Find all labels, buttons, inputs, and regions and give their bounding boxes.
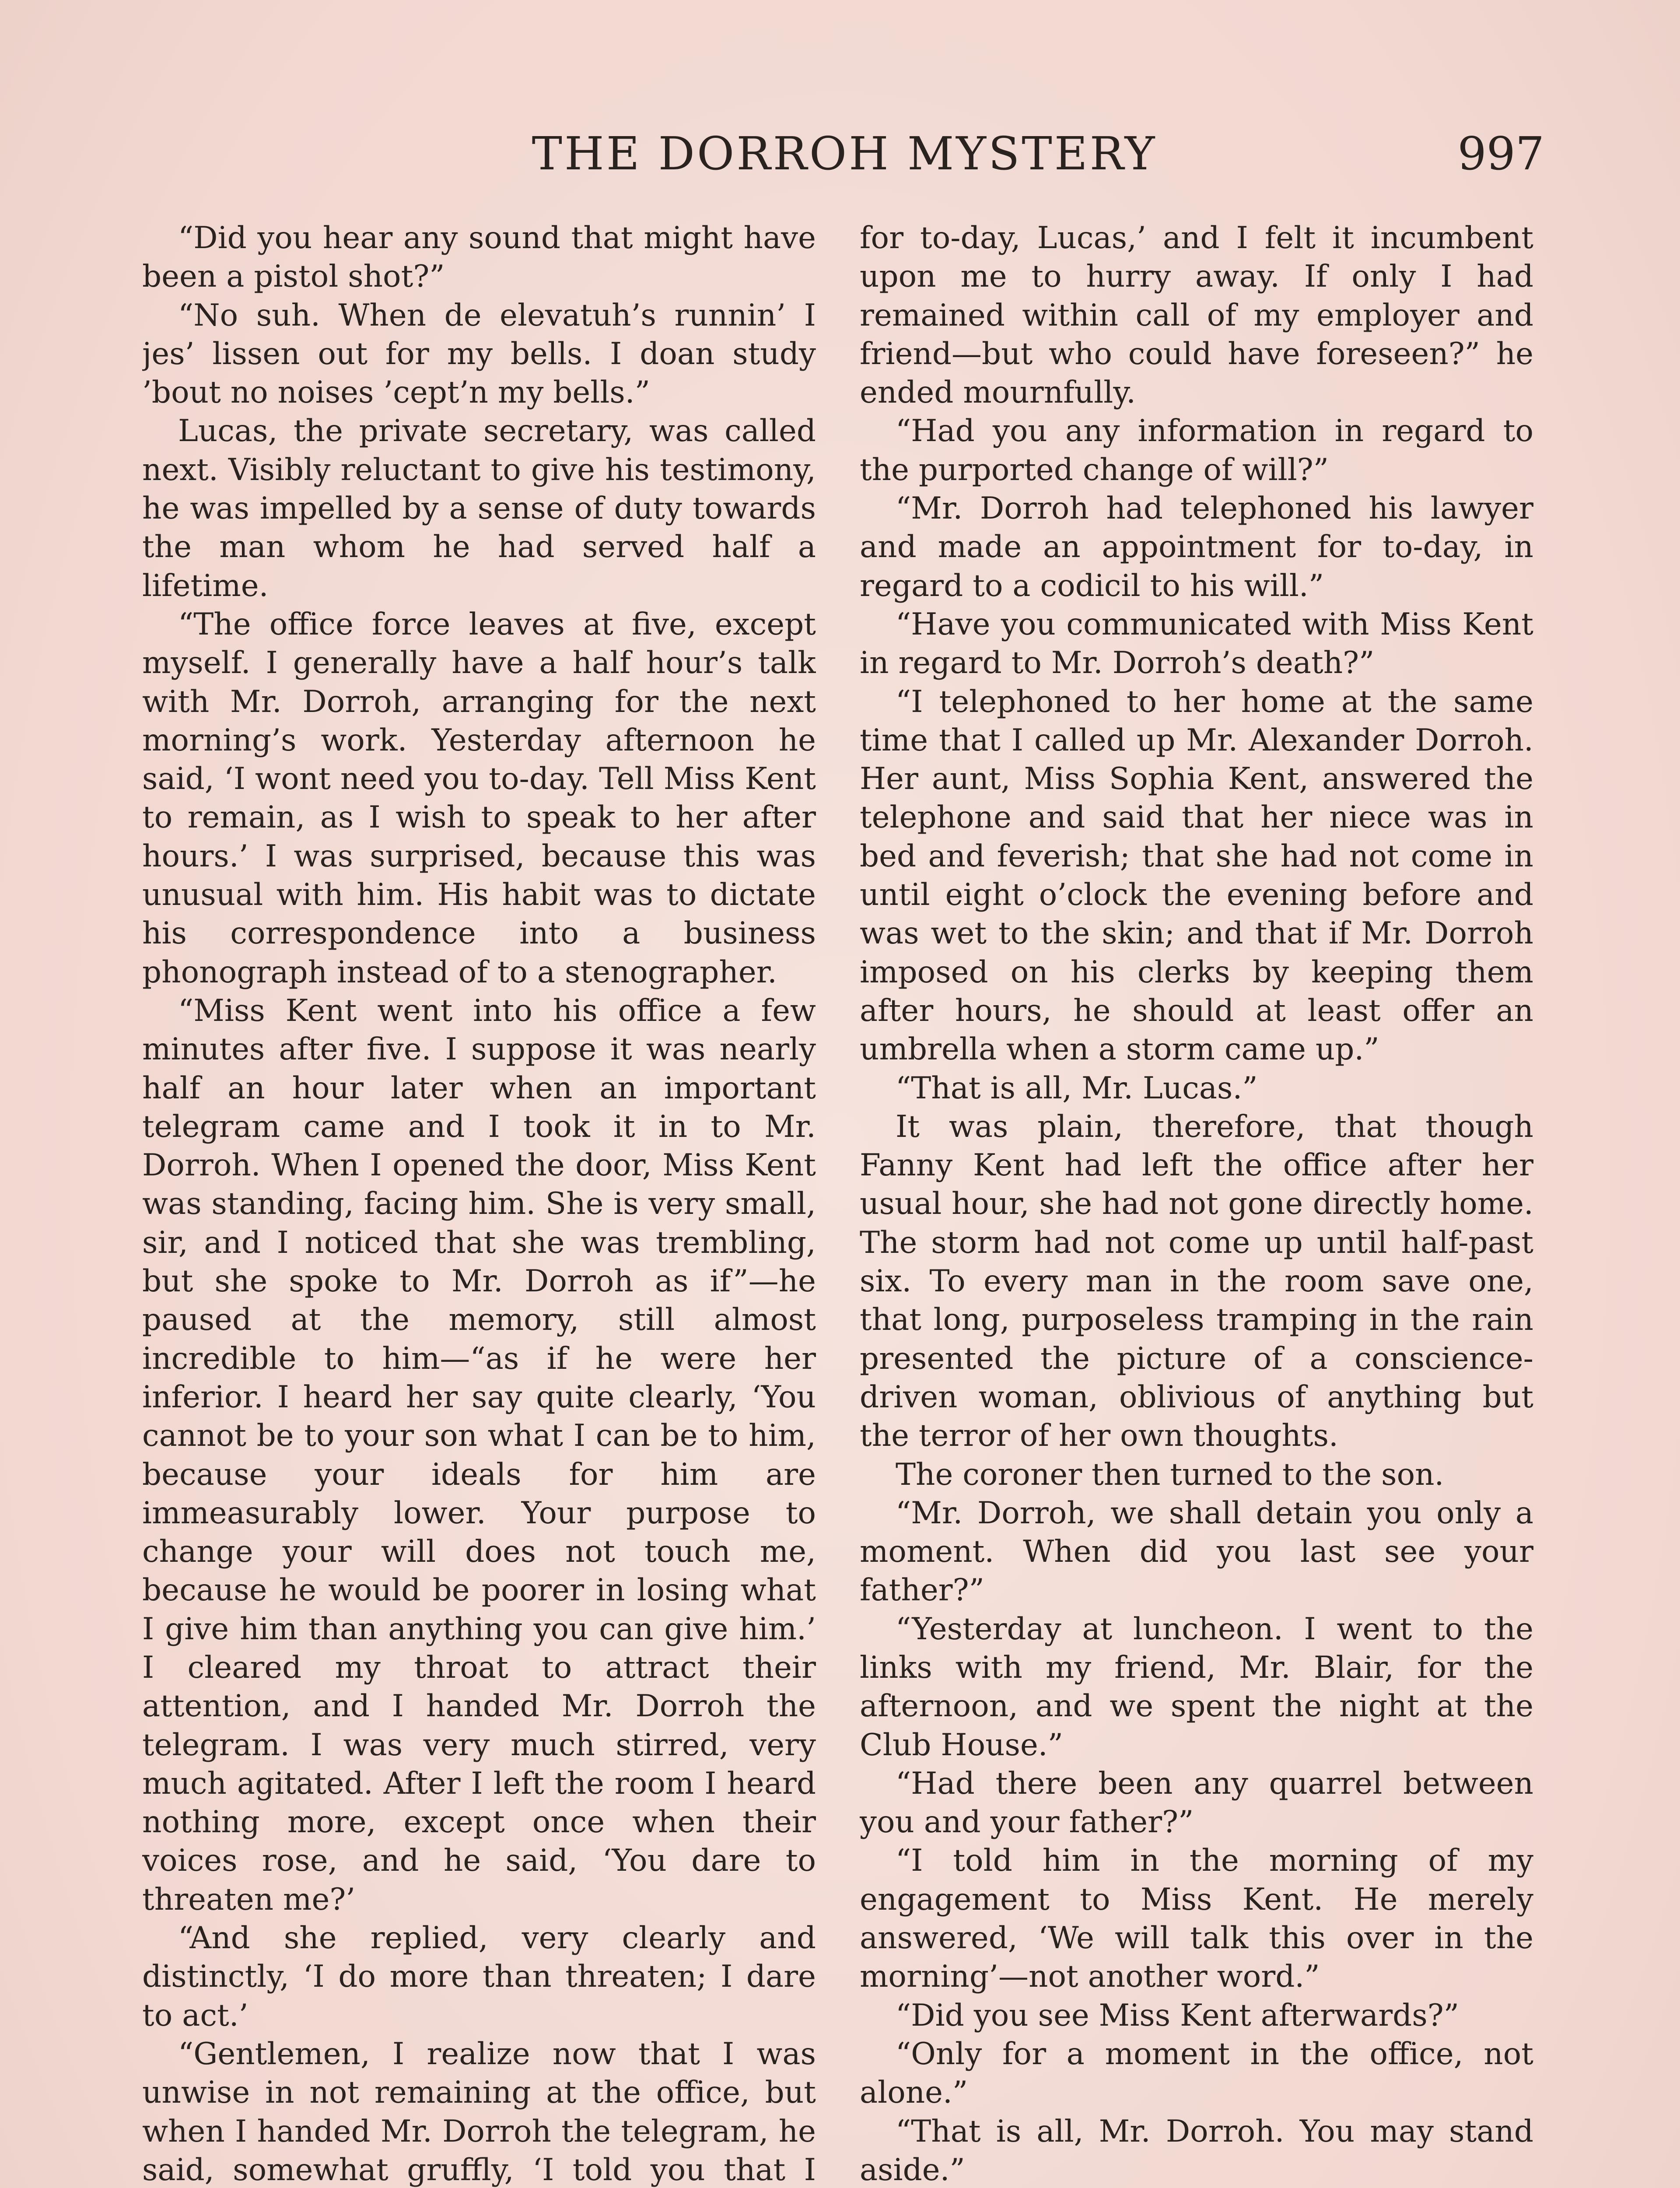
paragraph: “Miss Kent went into his office a few minutes after five. I suppose it was nearly half an hour later when an important telegram came and I took it in to Mr. Dorroh. When I opened the door, Miss Kent was standing, facing him. She is very small, sir, and I noticed that she was trembling, but she spoke to Mr. Dorroh as if”—he paused at the memory, still almost incredible to him—“as if he were her inferior. I heard her say quite clearly, ‘You cannot be to your son what I can be to him, because your ideals for him are immeasurably lower. Your purpose to change your will does not touch me, because he would be poorer in losing what I give him than anything you can give him.’ I cleared my throat to attract their attention, and I handed Mr. Dorroh the telegram. I was very much stirred, very much agitated. After I left the room I heard nothing more, except once when their voices rose, and he said, ‘You dare to threaten me?’ — [142, 993, 816, 1917]
running-header — [144, 127, 1544, 197]
paragraph-continued: for to-day, Lucas,’ and I felt it incumbent upon me to hurry away. If only I had remained within call of my employer and friend—but who could have foreseen?” he ended mournfully. — [860, 221, 1533, 410]
paragraph: “Had you any information in regard to the purported change of will?” — [860, 414, 1533, 487]
paragraph: “Mr. Dorroh had telephoned his lawyer and made an appointment for to-day, in regard to a codicil to his will.” — [860, 491, 1533, 603]
paragraph: “I telephoned to her home at the same time that I called up Mr. Alexander Dorroh. Her aunt, Miss Sophia Kent, answered the telephone and said that her niece was in bed and feverish; that she had not come in until eight o’clock the evening before and was wet to the skin; and that if Mr. Dorroh imposed on his clerks by keeping them after hours, he should at least offer an umbrella when a storm came up.” — [860, 684, 1533, 1067]
paragraph: “Gentlemen, I realize now that I was unwise in not remaining at the office, but when I handed Mr. Dorroh the telegram, he said, somewhat gruffly, ‘I told you that I — [142, 2036, 816, 2188]
paragraph: “No suh. When de elevatuh’s runnin’ I jes’ lissen out for my bells. I doan study ’bout no noises ’cept’n my bells.” — [142, 298, 816, 410]
paragraph: It was plain, therefore, that though Fanny Kent had left the office after her usual hour, she had not gone directly home. The storm had not come up until half-past six. To every man in the room save one, that long, purposeless tramping in the rain presented the picture of a conscience-driven woman, oblivious of anything but the terror of her own thoughts. — [860, 1109, 1533, 1454]
paragraph: “Had there been any quarrel between you and your father?” — [860, 1766, 1533, 1840]
text-column-left — [142, 219, 816, 2188]
text-column-right — [860, 219, 1533, 2188]
paragraph: “That is all, Mr. Lucas.” — [896, 1070, 1258, 1106]
page-number: 997 — [1457, 127, 1544, 180]
paragraph: “Did you see Miss Kent afterwards?” — [896, 1998, 1460, 2033]
paragraph: “Yesterday at luncheon. I went to the links with my friend, Mr. Blair, for the afternoon, and we spent the night at the Club House.” — [860, 1611, 1533, 1763]
paragraph: “I told him in the morning of my engagement to Miss Kent. He merely answered, ‘We will talk this over in the morning’—not another word.” — [860, 1843, 1533, 1995]
paragraph: The coroner then turned to the son. — [896, 1457, 1444, 1492]
page-title: THE DORROH MYSTERY — [532, 127, 1157, 180]
paragraph: “Only for a moment in the office, not alone.” — [860, 2036, 1533, 2111]
paragraph: “Have you communicated with Miss Kent in regard to Mr. Dorroh’s death?” — [860, 607, 1533, 681]
paragraph: “The office force leaves at five, except myself. I generally have a half hour’s talk with Mr. Dorroh, arranging for the next morning’s work. Yesterday afternoon he said, ‘I wont need you to-day. Tell Miss Kent to remain, as I wish to speak to her after hours.’ I was surprised, because this was unusual with him. His habit was to dictate his correspondence into a business phonograph instead of to a stenographer. — [142, 607, 816, 990]
paragraph: “Did you hear any sound that might have been a pistol shot?” — [142, 221, 816, 295]
paragraph: “Mr. Dorroh, we shall detain you only a moment. When did you last see your father?” — [860, 1495, 1533, 1608]
paragraph: “And she replied, very clearly and distinctly, ‘I do more than threaten; I dare to act.’ — [142, 1921, 816, 2033]
paragraph: “That is all, Mr. Dorroh. You may stand aside.” — [860, 2114, 1533, 2188]
paragraph: Lucas, the private secretary, was called next. Visibly reluctant to give his testimony, he was impelled by a sense of duty towards the man whom he had served half a lifetime. — [142, 414, 816, 603]
